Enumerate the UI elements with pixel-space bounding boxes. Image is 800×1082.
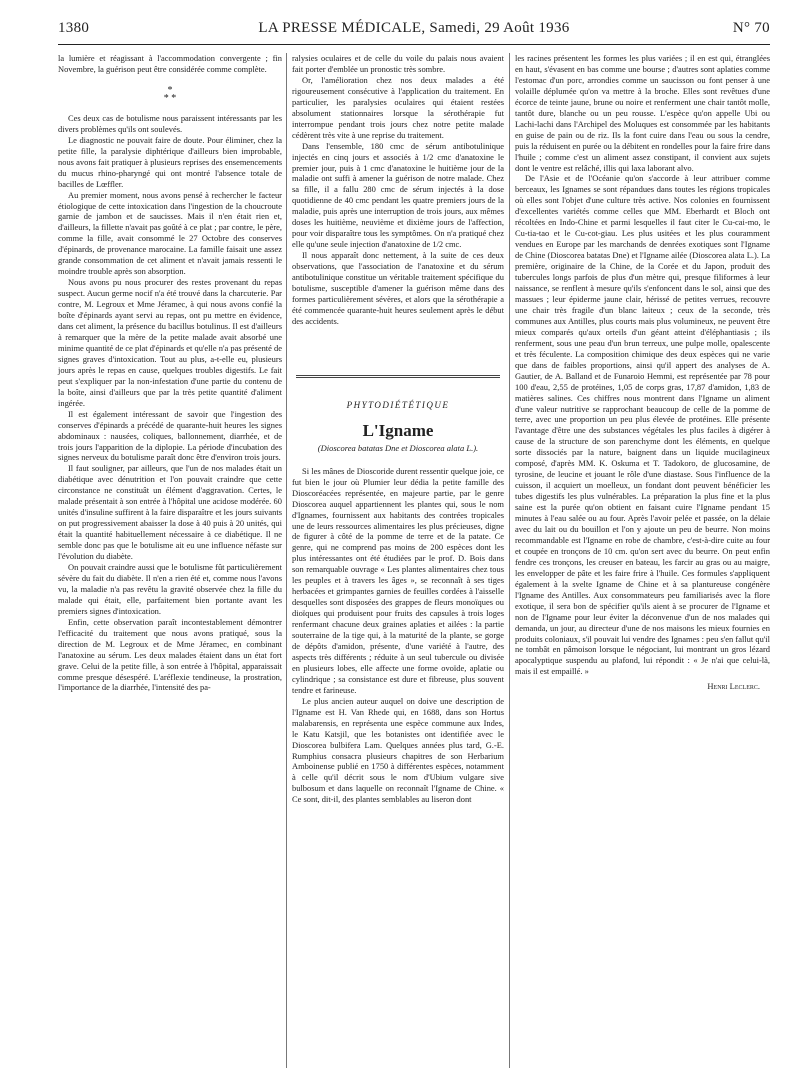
issue-number: N° 70 — [732, 20, 770, 36]
paragraph: Nous avons pu nous procurer des restes provenant du repas suspect. Aucun germe nocif n'a été trouvé dans la charcuterie. Par contre, M. Legroux et Mme Jéramec, à qui nous avons confié la boîte d'épinards ayant servi au repas, ont pu mettre en évidence, dans cet aliment, la présence du bacillus botulinus. Il est d'ailleurs à remarquer que la mère de la petite malade avait absorbé une minime quantité de ce plat d'épinards et qu'elle n'a pas présenté de signes graves d'intoxication. Tout au plus, a-t-elle eu, plusieurs jours après le repas en cause, quelques troubles digestifs. Le fait peut s'expliquer par la non-infestation d'une partie du contenu de la boîte, ainsi d'ailleurs que par la très petite quantité d'aliment ingérée. — [58, 277, 282, 408]
paragraph: la lumière et réagissant à l'accommodation convergente ; fin Novembre, la guérison peut être considérée comme complète. — [58, 53, 282, 74]
paragraph: ralysies oculaires et de celle du voile du palais nous avaient fait porter d'emblée un pronostic très sombre. — [292, 53, 504, 74]
page-header — [58, 18, 770, 44]
asterisk-bottom: * * — [163, 92, 177, 104]
article-title: L'Igname — [362, 420, 434, 440]
paragraph: Dans l'ensemble, 180 cmc de sérum antibotulinique injectés en cinq jours et associés à 1/2 cmc d'anatoxine le premier jour, puis à 1 cmc d'anatoxine le huitième jour de la maladie ont suffi à amener la guérison de notre malade. Chez sa fille, il a fallu 280 cmc de sérum injectés à la dose quotidienne de 40 cmc pendant les quatre premiers jours de la maladie, puis après une interruption de trois jours, aux mêmes doses les huitième, neuvième et dixième jours de l'affection, pour voir disparaître tous les symptômes. On n'a pratiqué chez elle qu'une seule injection d'anatoxine de 1/2 cmc. — [292, 140, 504, 250]
column-left — [58, 53, 282, 693]
page-number: 1380 — [58, 20, 90, 36]
paragraph: les racines présentent les formes les plus variées ; il en est qui, étranglées en haut, s'évasent en bas comme une bourse ; d'autres sont aplaties comme l'estomac d'un porc, arrondies comme un saucisson ou font penser à une volaille déplumée qu'on va mettre à la broche. Elles sont revêtues d'une écorce de teinte jaune, brune ou noire et renferment une chair tantôt molle, tantôt dure, blanche ou un peu rousse. L'espèce qu'on appelle Ubi ou Lachi-lachi dans l'Archipel des Moluques est consommée par les habitants en guise de pain ou de riz. Ils la font cuire dans l'eau ou sous la cendre, puis la réduisent en purée ou la débitent en rondelles pour la faire frire dans l'huile ; comme c'est un aliment assez constipant, il convient aux sujets dont le ventre est relâché, illis qui laxa laborant alvo. — [515, 53, 770, 173]
column-right — [515, 53, 770, 692]
paragraph: Ces deux cas de botulisme nous paraissent intéressants par les divers problèmes qu'ils ont soulevés. — [58, 112, 282, 134]
paragraph: Le diagnostic ne pouvait faire de doute. Pour éliminer, chez la petite fille, la paralysie diphtérique d'ailleurs bien improbable, nous avons fait pratiquer à plusieurs reprises des ensemencements du mucus rhino-pharyngé qui ont montré l'absence totale de bacilles de Lœffler. — [58, 134, 282, 189]
column-divider — [509, 53, 510, 1068]
column-divider — [286, 53, 287, 1068]
paragraph: Enfin, cette observation paraît incontestablement démontrer l'efficacité du traitement que nous avons pratiqué, sous la direction de M. Legroux et de Mme Jéramec, en combinant l'anatoxine au sérum. Les deux malades étaient dans un état fort grave. Celui de la petite fille, à son entrée à l'hôpital, apparaissait comme presque désespéré. L'aréflexie tendineuse, la prostration, l'importance de la diarrhée, l'intensité des pa- — [58, 616, 282, 693]
author-signature: Henri Leclerc. — [707, 681, 760, 692]
section-separator — [296, 375, 500, 378]
paragraph: Au premier moment, nous avons pensé à rechercher le facteur étiologique de cette intoxication dans l'ingestion de la choucroute garnie de jambon et de saucisses. Mais il n'en était rien et, d'ailleurs, la fillette n'avait pas goûté à ce plat ; par contre, le père, comme la fille, avait consommé le 27 Octobre des conserves d'épinards, de provenance marocaine. La famille faisait une assez grande consommation de cet aliment et n'avait jamais ressenti le moindre trouble après son absorption. — [58, 189, 282, 277]
section-heading: PHYTODIÉTÉTIQUE — [346, 399, 450, 410]
journal-masthead: LA PRESSE MÉDICALE, Samedi, 29 Août 1936 — [258, 20, 570, 36]
paragraph: On pouvait craindre aussi que le botulisme fût particulièrement sévère du fait du diabète. Il n'en a rien été et, comme nous l'avons vu, la maladie n'a pas revêtu la gravité observée chez la fille du malade qui était, elle, parfaitement bien portante avant les premiers signes d'intoxication. — [58, 561, 282, 616]
paragraph: Si les mânes de Dioscoride durent ressentir quelque joie, ce fut bien le jour où Plumier leur dédia la petite famille des Dioscoréacées représentée, en majeure partie, par le genre Dioscorea auquel appartiennent les plantes qui, sous le nom d'Ignames, fournissent aux habitants des contrées tropicales une de leurs ressources alimentaires les plus précieuses, digne de figurer à côté de la pomme de terre et de la patate. Ce genre, qui ne comprend pas moins de 200 espèces dont les plus intéressantes ont été étudiées par le prof. D. Bois dans son remarquable ouvrage « Les plantes alimentaires chez tous les peuples et à travers les âges », se reconnaît à ses tiges herbacées et grimpantes garnies de feuilles cordées à l'aisselle desquelles sont disposées des grappes de fleurs monoïques ou dioïques qui produisent pour fruits des capsules à trois loges renfermant chacune deux graines aplaties et ailées : la partie souterraine de la tige qui, à la maturité de la plante, se gorge de dépôts d'amidon, présente, d'une variété à l'autre, des aspects très différents ; réduite à un seul tubercule ou divisée en plusieurs lobes, elle affecte une forme ovoïde, aplatie ou cylindrique ; sa consistance est dure et fibreuse, plus souvent tendre et farineuse. — [292, 465, 504, 695]
column-middle — [292, 53, 504, 805]
article-subtitle: (Dioscorea batatas Dne et Dioscorea alata L.). — [317, 442, 479, 453]
paragraph: Il est également intéressant de savoir que l'ingestion des conserves d'épinards a précédé de quarante-huit heures les signes abdominaux : nausées, coliques, ballonnement, diarrhée, et de trois jours l'apparition de la diplopie. La période d'incubation des signes nerveux du botulisme paraît donc être d'environ trois jours. — [58, 408, 282, 463]
asterisk-top: * — [167, 84, 173, 96]
header-rule — [58, 44, 770, 45]
paragraph: Le plus ancien auteur auquel on doive une description de l'Igname est H. Van Rhede qui, en 1688, dans son Hortus malabarensis, en représenta une espèce commune aux Indes, le Katu Katsjil, que les botanistes ont identifiée avec le Dioscorea bulbifera Lam. Quelques années plus tard, G.-E. Rumphius consacra plusieurs chapitres de son Herbarium Amboinense publié en 1750 à différentes espèces, notamment à celle qu'il décrit sous le nom d'Ubium vulgare sive bulbosum et dans laquelle on reconnaît l'Igname de Chine. « Ce sont, dit-il, des plantes semblables au liseron dont — [292, 695, 504, 805]
paragraph: Il faut souligner, par ailleurs, que l'un de nos malades était un diabétique avec dénutrition et l'on pouvait craindre que cette circonstance ne constituât un élément d'aggravation. Certes, le malade présentait à son entrée à l'hôpital une acidose modérée. 60 unités d'insuline suffirent à la faire disparaître et les jours suivants on put progressivement abaisser la dose à 40 puis à 20 unités, qui était la quantité habituellement nécessaire à ce diabétique. Il ne semble donc pas que le botulisme ait eu une influence néfaste sur l'évolution du diabète. — [58, 463, 282, 562]
section-asterisks — [58, 84, 282, 104]
paragraph: Or, l'amélioration chez nos deux malades a été rigoureusement consécutive à l'application du traitement. En particulier, les paralysies oculaires qui étaient restées absolument stationnaires lorsque la sérothérapie fut interrompue pendant trois jours chez notre petite malade cédèrent très vite à une reprise du traitement. — [292, 74, 504, 140]
paragraph: De l'Asie et de l'Océanie qu'on s'accorde à leur attribuer comme berceaux, les Ignames se sont répandues dans toutes les régions tropicales où elles sont l'objet d'une culture très active. Nos colonies en fournissent d'excellentes variétés comme celles que MM. Eberhardt et Bloch ont récoltées en Indo-Chine et parmi lesquelles il faut citer le Cu-cai-mo, le Cu-tia-tao et le Cu-cot-giau. Les plus usitées et les plus couramment vendues en Europe par les marchands de denrées exotiques sont l'Igname de Chine (Dioscorea batatas Dne) et l'Igname ailée (Dioscorea alata L.). La première, originaire de la Chine, de la Corée et du Japon, produit des tubercules longs parfois de plus d'un mètre qui, presque filiformes à leur naissance, se renflent à mesure qu'ils s'enfoncent dans le sol, ainsi que des massues ; leur épiderme jaune clair, hérissé de petites verrues, recouvre une chair très fragile d'un blanc laiteux ; ceux de la seconde, très communes aux Antilles, plus courts mais plus volumineux, ne peuvent être mieux comparés qu'aux orteils d'un géant atteint d'éléphantiasis ; ils renferment, sous une peau d'un brun terreux, une pulpe molle, opalescente et très féculente. La composition chimique des deux espèces qui ne varie que dans de faibles proportions, ainsi qu'il appert des analyses de A. Gautier, de A. Balland et de Funaroio Hemmi, est représentée par 78 pour 100 d'eau, 2,55 de protéines, 1,05 de corps gras, 17,87 d'amidon, 1,83 de matières salines. Ces chiffres nous montrent dans l'Igname un aliment d'une valeur nutritive se rapprochant beaucoup de celle de la pomme de terre, avec une proportion un peu plus élevée de protéines. Elle présente l'avantage d'être une des substances végétales les plus faciles à digérer à cause de la structure de son parenchyme dont les éléments, en quelque sorte dissociés par la nature, baignent dans un liquide mucilagineux composé, d'après MM. K. Oskuma et T. Tadokoro, de glucosamine, de tyrosine, de leucine et jouant le rôle d'une diastase. Sous l'influence de la cuisson, il acquiert un moelleux, un fondant dont peuvent bénéficier les tubes digestifs les plus vulnérables. La préparation la plus fine et la plus saine est la purée qu'on obtient en faisant cuire l'Igname pendant 15 minutes à l'eau salée ou au four. Après l'avoir pelée et passée, on la délaie avec du lait ou du bouillon et l'on y ajoute un peu de beurre. Non moins recommandable est l'Igname en robe de chambre, c'est-à-dire cuite au four et coupée en tronçons de 10 cm. qu'on sert avec du beurre. On peut enfin fendre ces tronçons, les creuser en bateau, les farcir au gras ou au maigre, les envelopper de pâte et les faire frire à l'huile. Ces formules s'appliquent également à la svelte Igname de Chine et à sa plantureuse congénère l'Igname des Antilles. Aux consommateurs peu familiarisés avec la flore exotique, il sera bon de spécifier qu'ils aient à se procurer de l'Igname et non de l'Igname pour leur éviter la déconvenue d'un de nos malades qui demanda, un jour, au directeur d'une de nos maisons les mieux fournies en produits coloniaux, s'il pouvait lui vendre des Ignames : peu s'en fallut qu'il ne tombât en pâmoison lorsque le négociant, lui montrant un gros lézard apocalyptique suspendu au plafond, lui répondit : « Je n'ai que celui-là, mais il est empaillé. » — [515, 173, 770, 677]
paragraph: Il nous apparaît donc nettement, à la suite de ces deux observations, que l'association de l'anatoxine et du sérum antibotulinique constitue un véritable traitement spécifique du botulisme, susceptible d'amener la guérison même dans des formes particulièrement sévères, et alors que la sérothérapie a été commencée quarante-huit heures seulement après le début des accidents. — [292, 250, 504, 326]
